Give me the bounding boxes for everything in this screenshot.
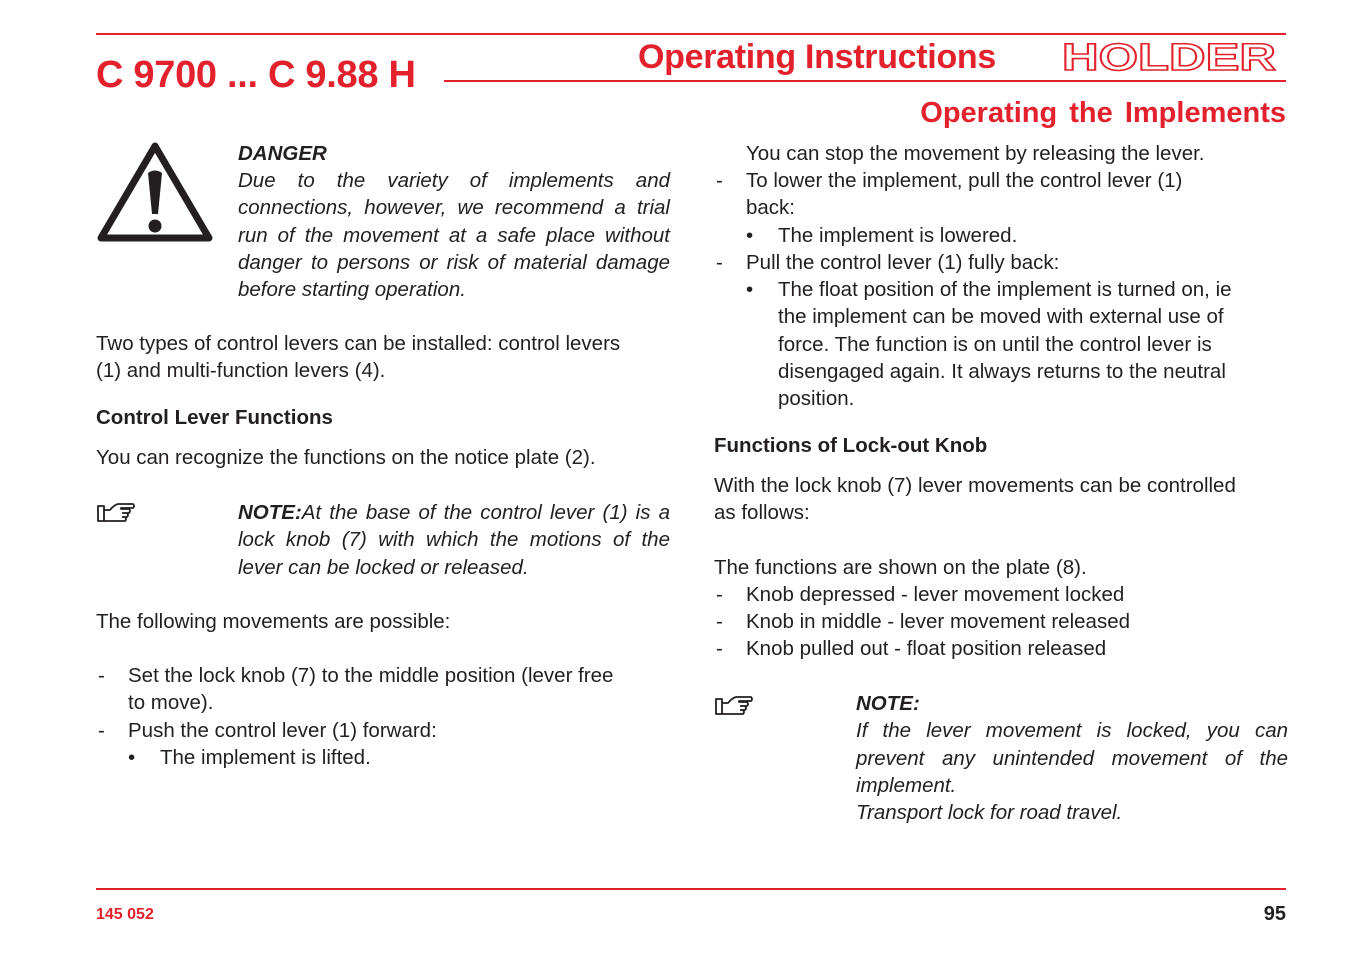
danger-line: connections, however, we recommend a trial	[238, 196, 670, 220]
document-code: 145 052	[96, 906, 154, 923]
float-line: the implement can be moved with external use of	[778, 305, 1224, 329]
model-title: C 9700 ... C 9.88 H	[96, 54, 416, 96]
pointing-hand-icon	[96, 502, 136, 529]
knob-item: Knob in middle - lever movement released	[746, 610, 1130, 633]
lock-intro-line: as follows:	[714, 501, 810, 525]
lower-item	[746, 167, 1182, 222]
bullet-mark: •	[128, 746, 136, 769]
danger-heading: DANGER	[238, 142, 327, 165]
header-title-rule	[444, 80, 1286, 82]
step-dash: -	[98, 664, 105, 687]
step-dash: -	[98, 719, 105, 742]
lower-line: back:	[746, 196, 795, 220]
pointing-hand-icon	[714, 695, 754, 722]
knob-dash: -	[716, 583, 723, 606]
step-line: to move).	[128, 691, 214, 715]
right-note-label: NOTE:	[856, 692, 920, 715]
holder-logo-mark	[1060, 39, 1278, 75]
step-item	[128, 662, 613, 717]
left-note-first-text: At the base of the control lever (1) is a	[301, 501, 670, 524]
danger-line: danger to persons or risk of material damage	[238, 250, 670, 274]
document-title: Operating Instructions	[638, 38, 996, 76]
holder-logo-text: HOLDER	[1062, 39, 1276, 75]
right-note-line: Transport lock for road travel.	[856, 801, 1123, 825]
intro-line: Two types of control levers can be installed: control levers	[96, 332, 621, 355]
pull-dash: -	[716, 251, 723, 274]
knob-item: Knob pulled out - float position released	[746, 637, 1107, 660]
left-note-line	[238, 499, 670, 526]
pull-item: Pull the control lever (1) fully back:	[746, 251, 1060, 274]
lock-intro-paragraph	[714, 472, 1236, 527]
knob-dash: -	[716, 637, 723, 660]
lowered-item: The implement is lowered.	[778, 224, 1018, 247]
bullet-mark: •	[746, 278, 754, 301]
danger-line: run of the movement at a safe place without	[238, 223, 670, 247]
knob-dash: -	[716, 610, 723, 633]
lock-knob-heading: Functions of Lock-out Knob	[714, 434, 988, 457]
intro-line: (1) and multi-function levers (4).	[96, 359, 386, 383]
header-top-rule	[96, 33, 1286, 35]
knob-item: Knob depressed - lever movement locked	[746, 583, 1125, 606]
float-line: force. The function is on until the control lever is	[778, 332, 1212, 356]
left-note-line: lever can be locked or released.	[238, 555, 529, 579]
danger-line: before starting operation.	[238, 278, 466, 302]
footer-rule	[96, 888, 1286, 890]
float-line: disengaged again. It always returns to the neutral	[778, 359, 1226, 383]
right-note	[856, 690, 1288, 826]
plate-paragraph: The functions are shown on the plate (8).	[714, 556, 1087, 579]
control-lever-heading: Control Lever Functions	[96, 406, 333, 429]
section-title: Operating the Implements	[920, 97, 1286, 129]
left-note-line: lock knob (7) with which the motions of the	[238, 528, 670, 552]
intro-paragraph	[96, 330, 620, 385]
danger-text	[238, 167, 670, 303]
float-item	[778, 276, 1232, 412]
page-number: 95	[1263, 903, 1286, 925]
lower-dash: -	[716, 169, 723, 192]
movements-paragraph: The following movements are possible:	[96, 610, 451, 633]
float-line: The float position of the implement is turned on, ie	[778, 278, 1232, 301]
left-note	[238, 499, 670, 581]
recognize-paragraph: You can recognize the functions on the notice plate (2).	[96, 446, 596, 469]
right-note-line: If the lever movement is locked, you can	[856, 719, 1288, 743]
float-line: position.	[778, 387, 855, 411]
lower-line: To lower the implement, pull the control lever (1)	[746, 169, 1183, 192]
bullet-item: The implement is lifted.	[160, 746, 371, 769]
lock-intro-line: With the lock knob (7) lever movements can be controlled	[714, 474, 1236, 497]
holder-logo	[1060, 39, 1278, 80]
warning-triangle-icon	[96, 140, 214, 249]
step-line: Set the lock knob (7) to the middle position (lever free	[128, 664, 614, 687]
step-item: Push the control lever (1) forward:	[128, 719, 437, 742]
stop-paragraph: You can stop the movement by releasing the lever.	[746, 142, 1205, 165]
danger-line: Due to the variety of implements and	[238, 169, 670, 192]
bullet-mark: •	[746, 224, 754, 247]
right-note-line: prevent any unintended movement of the	[856, 746, 1288, 770]
left-note-label: NOTE:	[238, 501, 302, 524]
right-note-line: implement.	[856, 773, 957, 797]
